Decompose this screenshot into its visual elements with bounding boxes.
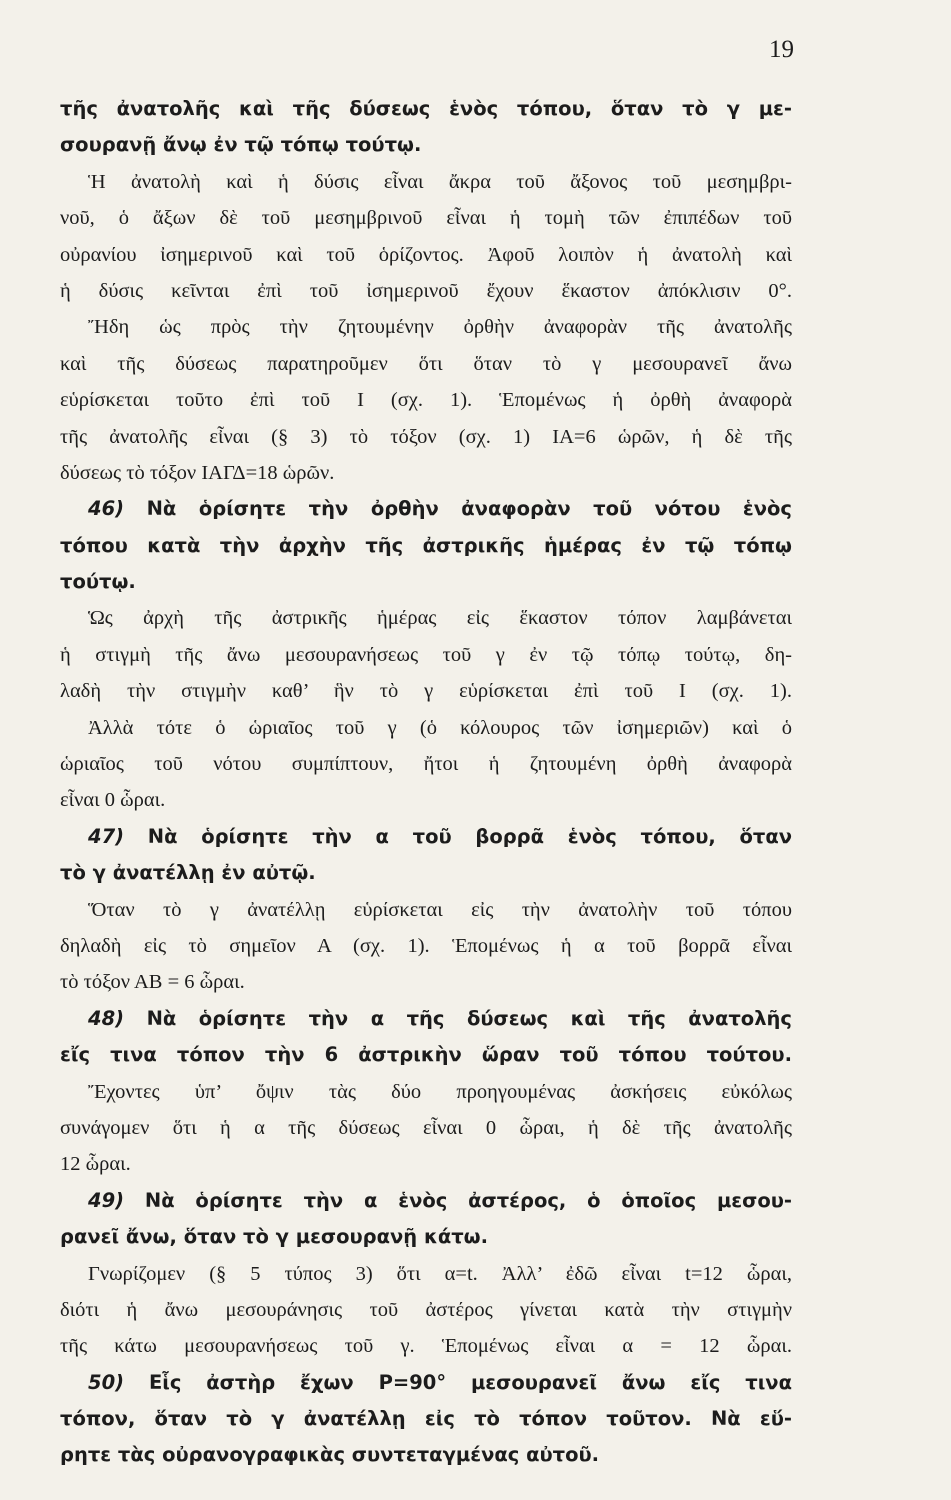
text-line [60, 1146, 792, 1182]
line-text: ἡ δύσις κεῖνται ἐπὶ τοῦ ἰσημερινοῦ ἔχουν ἕκαστον ἀπόκλισιν 0°. [60, 279, 792, 302]
exercise-heading-line [60, 1001, 792, 1037]
heading-line [60, 528, 792, 564]
exercise-heading-line [60, 1183, 792, 1219]
line-text: ρητε τὰς οὐρανογραφικὰς συντεταγμένας αὐτοῦ. [60, 1443, 600, 1467]
text-line [60, 964, 792, 1000]
line-text: τῆς ἀνατολῆς εἶναι (§ 3) τὸ τόξον (σχ. 1) ΙΑ=6 ὡρῶν, ἡ δὲ τῆς [60, 425, 792, 448]
heading-line [60, 127, 792, 163]
exercise-number: 50) [88, 1370, 125, 1394]
line-text: δύσεως τὸ τόξον ΙΑΓΔ=18 ὡρῶν. [60, 461, 335, 484]
text-line [60, 928, 792, 964]
line-text: τῆς ἀνατολῆς καὶ τῆς δύσεως ἑνὸς τόπου, ὅταν τὸ γ με- [60, 97, 792, 120]
line-text: ὡριαῖος τοῦ νότου συμπίπτουν, ἤτοι ἡ ζητουμένη ὀρθὴ ἀναφορὰ [60, 753, 792, 776]
line-text: τῆς κάτω μεσουρανήσεως τοῦ γ. Ἑπομένως εἶναι α = 12 ὧραι. [60, 1335, 792, 1358]
line-text: Νὰ ὁρίσητε τὴν α ἑνὸς ἀστέρος, ὁ ὁποῖος μεσου- [144, 1188, 792, 1212]
heading-line [60, 564, 792, 600]
line-text: ἡ στιγμὴ τῆς ἄνω μεσουρανήσεως τοῦ γ ἐν τῷ τόπῳ τούτῳ, δη- [60, 643, 792, 666]
exercise-number: 46) [88, 497, 125, 521]
line-text: Νὰ ὁρίσητε τὴν ὀρθὴν ἀναφορὰν τοῦ νότου ἑνὸς [146, 497, 792, 521]
line-text: Εἷς ἀστὴρ ἔχων P=90° μεσουρανεῖ ἄνω εἴς τινα [148, 1370, 792, 1394]
page-number: 19 [769, 36, 794, 63]
text-line [60, 1256, 792, 1292]
exercise-heading-line [60, 491, 792, 527]
line-text: Ἀλλὰ τότε ὁ ὡριαῖος τοῦ γ (ὁ κόλουρος τῶν ἰσημεριῶν) καὶ ὁ [88, 716, 792, 739]
line-text: 12 ὧραι. [60, 1153, 131, 1176]
line-text: καὶ τῆς δύσεως παρατηροῦμεν ὅτι ὅταν τὸ γ μεσουρανεῖ ἄνω [60, 352, 792, 375]
text-line [60, 164, 792, 200]
line-text: εἴς τινα τόπον τὴν 6 ἀστρικὴν ὥραν τοῦ τόπου τούτου. [60, 1043, 792, 1067]
text-line [60, 600, 792, 636]
text-line [60, 1074, 792, 1110]
line-text: Ὡς ἀρχὴ τῆς ἀστρικῆς ἡμέρας εἰς ἕκαστον τόπον λαμβάνεται [88, 607, 792, 630]
text-line [60, 1328, 792, 1364]
line-text: δηλαδὴ εἰς τὸ σημεῖον Α (σχ. 1). Ἑπομένως ἡ α τοῦ βορρᾶ εἶναι [60, 934, 792, 957]
line-text: τόπον, ὅταν τὸ γ ἀνατέλλῃ εἰς τὸ τόπον τοῦτον. Νὰ εὕ- [60, 1407, 792, 1431]
heading-line [60, 1401, 792, 1437]
line-text: Νὰ ὁρίσητε τὴν α τῆς δύσεως καὶ τῆς ἀνατολῆς [146, 1006, 792, 1030]
text-line [60, 382, 792, 418]
text-line [60, 419, 792, 455]
text-line [60, 309, 792, 345]
line-text: λαδὴ τὴν στιγμὴν καθ’ ἣν τὸ γ εὑρίσκεται ἐπὶ τοῦ Ι (σχ. 1). [60, 680, 792, 703]
line-text: τὸ γ ἀνατέλλῃ ἐν αὐτῷ. [60, 861, 316, 885]
line-text: Ἤδη ὡς πρὸς τὴν ζητουμένην ὀρθὴν ἀναφορὰν τῆς ἀνατολῆς [88, 316, 792, 339]
line-text: τούτῳ. [60, 570, 136, 594]
text-line [60, 273, 792, 309]
line-text: οὐρανίου ἰσημερινοῦ καὶ τοῦ ὁρίζοντος. Ἀφοῦ λοιπὸν ἡ ἀνατολὴ καὶ [60, 243, 792, 266]
line-text: Νὰ ὁρίσητε τὴν α τοῦ βορρᾶ ἑνὸς τόπου, ὅταν [147, 824, 792, 848]
heading-line [60, 855, 792, 891]
text-line [60, 782, 792, 818]
line-text: τὸ τόξον ΑΒ = 6 ὧραι. [60, 971, 245, 994]
line-text: εἶναι 0 ὧραι. [60, 789, 166, 812]
text-line [60, 1292, 792, 1328]
line-text: Ὅταν τὸ γ ἀνατέλλῃ εὑρίσκεται εἰς τὴν ἀνατολὴν τοῦ τόπου [88, 898, 792, 921]
line-text: διότι ἡ ἄνω μεσουράνησις τοῦ ἀστέρος γίνεται κατὰ τὴν στιγμὴν [60, 1298, 792, 1321]
line-text: ρανεῖ ἄνω, ὅταν τὸ γ μεσουρανῇ κάτω. [60, 1225, 489, 1249]
exercise-heading-line [60, 819, 792, 855]
exercise-number: 49) [88, 1188, 125, 1212]
exercise-number: 47) [88, 824, 125, 848]
line-text: νοῦ, ὁ ἄξων δὲ τοῦ μεσημβρινοῦ εἶναι ἡ τομὴ τῶν ἐπιπέδων τοῦ [60, 207, 792, 230]
line-text: εὑρίσκεται τοῦτο ἐπὶ τοῦ Ι (σχ. 1). Ἑπομένως ἡ ὀρθὴ ἀναφορὰ [60, 389, 792, 412]
text-line [60, 673, 792, 709]
page-text-body [60, 91, 792, 1474]
heading-line [60, 1219, 792, 1255]
line-text: Γνωρίζομεν (§ 5 τύπος 3) ὅτι α=t. Ἀλλ’ ἐδῶ εἶναι t=12 ὧραι, [88, 1262, 792, 1285]
text-line [60, 455, 792, 491]
line-text: τόπου κατὰ τὴν ἀρχὴν τῆς ἀστρικῆς ἡμέρας ἐν τῷ τόπῳ [60, 533, 792, 557]
text-line [60, 746, 792, 782]
text-line [60, 237, 792, 273]
text-line [60, 637, 792, 673]
line-text: συνάγομεν ὅτι ἡ α τῆς δύσεως εἶναι 0 ὧραι, ἡ δὲ τῆς ἀνατολῆς [60, 1116, 792, 1139]
heading-line [60, 1037, 792, 1073]
line-text: Ἡ ἀνατολὴ καὶ ἡ δύσις εἶναι ἄκρα τοῦ ἄξονος τοῦ μεσημβρι- [88, 170, 792, 193]
exercise-number: 48) [88, 1006, 125, 1030]
text-line [60, 710, 792, 746]
text-line [60, 200, 792, 236]
text-line [60, 892, 792, 928]
heading-line [60, 91, 792, 127]
text-line [60, 346, 792, 382]
text-line [60, 1110, 792, 1146]
heading-line [60, 1437, 792, 1473]
line-text: σουρανῇ ἄνῳ ἐν τῷ τόπῳ τούτῳ. [60, 133, 422, 157]
line-text: Ἔχοντες ὑπ’ ὄψιν τὰς δύο προηγουμένας ἀσκήσεις εὐκόλως [88, 1080, 792, 1103]
exercise-heading-line [60, 1365, 792, 1401]
